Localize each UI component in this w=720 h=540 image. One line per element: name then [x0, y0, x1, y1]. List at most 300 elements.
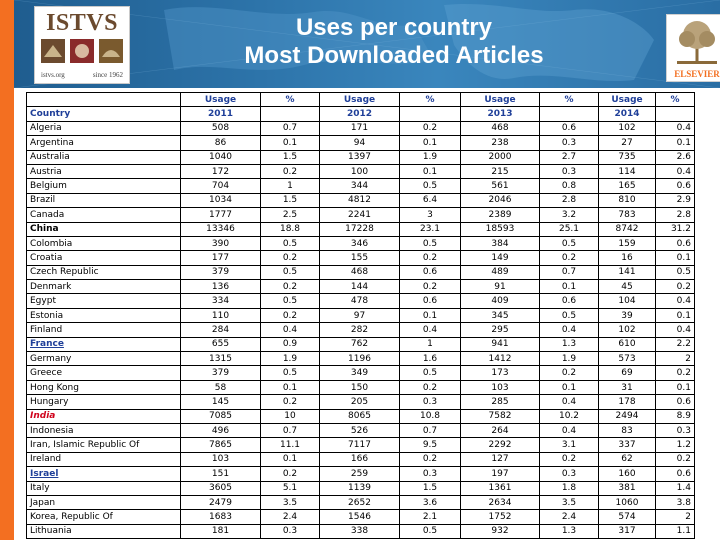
- cell-value: 2652: [320, 495, 400, 509]
- cell-country: [27, 236, 181, 250]
- cell-value: 0.5: [261, 366, 320, 380]
- cell-value: 39: [599, 308, 656, 322]
- cell-value: 334: [181, 294, 261, 308]
- year-row: [27, 107, 695, 121]
- tree-icon: [667, 17, 720, 67]
- cell-value: 0.1: [400, 136, 461, 150]
- cell-value: 1: [400, 337, 461, 351]
- country-name: Australia: [30, 152, 70, 163]
- cell-value: 478: [320, 294, 400, 308]
- cell-value: 8065: [320, 409, 400, 423]
- cell-country: [27, 308, 181, 322]
- cell-value: 18.8: [261, 222, 320, 236]
- cell-value: 317: [599, 524, 656, 538]
- cell-value: 1412: [461, 352, 540, 366]
- cell-value: 0.6: [400, 265, 461, 279]
- cell-value: 2.6: [656, 150, 695, 164]
- cell-value: 259: [320, 467, 400, 481]
- slide-header: [14, 0, 720, 88]
- cell-value: 346: [320, 236, 400, 250]
- cell-country: [27, 452, 181, 466]
- table-row: [27, 222, 695, 236]
- cell-country: [27, 294, 181, 308]
- cell-value: 0.1: [261, 452, 320, 466]
- table-row: [27, 265, 695, 279]
- cell-value: 0.5: [400, 524, 461, 538]
- cell-value: 69: [599, 366, 656, 380]
- cell-value: 6.4: [400, 193, 461, 207]
- cell-value: %: [656, 93, 695, 107]
- cell-value: 91: [461, 280, 540, 294]
- cell-value: 155: [320, 251, 400, 265]
- cell-value: 0.1: [656, 380, 695, 394]
- cell-value: 1683: [181, 510, 261, 524]
- cell-value: 1.8: [540, 481, 599, 495]
- cell-value: 197: [461, 467, 540, 481]
- cell-value: 0.2: [540, 251, 599, 265]
- cell-value: 379: [181, 366, 261, 380]
- cell-value: 1.4: [656, 481, 695, 495]
- cell-country: [27, 467, 181, 481]
- cell-country: [27, 93, 181, 107]
- cell-value: 2014: [599, 107, 656, 121]
- cell-value: 0.3: [400, 467, 461, 481]
- cell-value: 0.1: [656, 308, 695, 322]
- cell-value: 610: [599, 337, 656, 351]
- logo-title: ISTVS: [46, 10, 118, 36]
- cell-value: 3605: [181, 481, 261, 495]
- cell-value: 0.1: [540, 380, 599, 394]
- cell-value: 384: [461, 236, 540, 250]
- cell-value: 102: [599, 323, 656, 337]
- cell-value: 0.9: [261, 337, 320, 351]
- cell-value: 0.1: [540, 280, 599, 294]
- cell-value: 1: [261, 179, 320, 193]
- cell-value: 0.8: [540, 179, 599, 193]
- cell-value: 0.3: [656, 423, 695, 437]
- country-name: Lithuania: [30, 526, 72, 537]
- cell-value: 810: [599, 193, 656, 207]
- country-name: Croatia: [30, 252, 63, 263]
- cell-value: 5.1: [261, 481, 320, 495]
- cell-value: 0.2: [656, 280, 695, 294]
- cell-value: 285: [461, 395, 540, 409]
- cell-value: 0.2: [540, 452, 599, 466]
- cell-value: 468: [461, 121, 540, 135]
- cell-value: 0.4: [540, 423, 599, 437]
- title-line-1: Uses per country: [295, 14, 493, 41]
- cell-country: [27, 121, 181, 135]
- cell-country: [27, 193, 181, 207]
- cell-value: 45: [599, 280, 656, 294]
- cell-value: 2000: [461, 150, 540, 164]
- cell-country: [27, 280, 181, 294]
- cell-value: 349: [320, 366, 400, 380]
- cell-value: 0.6: [540, 121, 599, 135]
- country-name: China: [30, 224, 59, 235]
- cell-value: 0.4: [656, 164, 695, 178]
- cell-value: 114: [599, 164, 656, 178]
- cell-value: 379: [181, 265, 261, 279]
- country-name: Hungary: [30, 396, 69, 407]
- istvs-logo: [34, 6, 130, 84]
- cell-value: 0.2: [261, 467, 320, 481]
- cell-value: 144: [320, 280, 400, 294]
- country-name: Algeria: [30, 123, 62, 134]
- cell-value: 2012: [320, 107, 400, 121]
- cell-country: [27, 251, 181, 265]
- country-name: Italy: [30, 483, 50, 494]
- cell-value: 1040: [181, 150, 261, 164]
- table-row: [27, 467, 695, 481]
- table-row: [27, 236, 695, 250]
- table-row: [27, 164, 695, 178]
- cell-value: 0.6: [400, 294, 461, 308]
- cell-value: 0.3: [540, 136, 599, 150]
- cell-value: 103: [461, 380, 540, 394]
- table-row: [27, 208, 695, 222]
- cell-value: 0.5: [540, 308, 599, 322]
- table-row: [27, 380, 695, 394]
- table-row: [27, 366, 695, 380]
- table-row: [27, 481, 695, 495]
- cell-value: 160: [599, 467, 656, 481]
- publisher-name: ELSEVIER: [674, 69, 720, 79]
- country-name: Iran, Islamic Republic Of: [30, 440, 140, 451]
- cell-value: 655: [181, 337, 261, 351]
- cell-value: 103: [181, 452, 261, 466]
- cell-value: 238: [461, 136, 540, 150]
- cell-value: 1.9: [540, 352, 599, 366]
- usage-table: [26, 92, 695, 539]
- cell-value: 0.2: [656, 366, 695, 380]
- cell-value: 345: [461, 308, 540, 322]
- cell-value: 0.7: [261, 423, 320, 437]
- table-row: [27, 337, 695, 351]
- cell-country: [27, 438, 181, 452]
- table-row: [27, 409, 695, 423]
- cell-value: 0.3: [261, 524, 320, 538]
- cell-country: [27, 208, 181, 222]
- cell-value: 783: [599, 208, 656, 222]
- cell-value: 0.6: [656, 236, 695, 250]
- cell-value: 508: [181, 121, 261, 135]
- cell-value: 2.2: [656, 337, 695, 351]
- country-name: Austria: [30, 166, 62, 177]
- cell-value: 496: [181, 423, 261, 437]
- cell-value: 2.7: [540, 150, 599, 164]
- cell-value: 2.8: [540, 193, 599, 207]
- cell-value: 94: [320, 136, 400, 150]
- cell-value: 3.8: [656, 495, 695, 509]
- cell-country: [27, 265, 181, 279]
- table-row: [27, 136, 695, 150]
- cell-value: 0.3: [540, 467, 599, 481]
- country-name: Denmark: [30, 281, 72, 292]
- cell-value: 0.2: [261, 251, 320, 265]
- cell-country: [27, 495, 181, 509]
- cell-value: 1546: [320, 510, 400, 524]
- cell-value: Usage: [320, 93, 400, 107]
- cell-value: 2: [656, 510, 695, 524]
- country-name: Canada: [30, 209, 65, 220]
- cell-value: 381: [599, 481, 656, 495]
- cell-value: 25.1: [540, 222, 599, 236]
- cell-value: 468: [320, 265, 400, 279]
- cell-value: 177: [181, 251, 261, 265]
- cell-value: 10.8: [400, 409, 461, 423]
- cell-value: 149: [461, 251, 540, 265]
- cell-value: 215: [461, 164, 540, 178]
- cell-value: 0.2: [400, 280, 461, 294]
- elsevier-logo: [666, 14, 720, 82]
- cell-value: 110: [181, 308, 261, 322]
- cell-value: 0.2: [400, 380, 461, 394]
- cell-value: 171: [320, 121, 400, 135]
- cell-value: 1.5: [261, 150, 320, 164]
- table-row: [27, 280, 695, 294]
- cell-value: [656, 107, 695, 121]
- cell-value: 0.5: [400, 236, 461, 250]
- table-row: [27, 251, 695, 265]
- cell-value: 0.4: [400, 323, 461, 337]
- cell-value: 338: [320, 524, 400, 538]
- country-name: Korea, Republic Of: [30, 512, 113, 523]
- logo-emblem: [41, 39, 123, 63]
- cell-value: 344: [320, 179, 400, 193]
- country-name: Germany: [30, 353, 72, 364]
- country-name: Greece: [30, 368, 63, 379]
- cell-value: 2.9: [656, 193, 695, 207]
- cell-value: 127: [461, 452, 540, 466]
- cell-value: [400, 107, 461, 121]
- cell-value: 1.5: [400, 481, 461, 495]
- cell-value: 0.7: [261, 121, 320, 135]
- cell-value: 172: [181, 164, 261, 178]
- cell-value: 932: [461, 524, 540, 538]
- country-name: Indonesia: [30, 425, 74, 436]
- cell-value: 1.9: [261, 352, 320, 366]
- cell-country: [27, 481, 181, 495]
- table-row: [27, 308, 695, 322]
- cell-value: 0.2: [400, 452, 461, 466]
- cell-value: 0.6: [656, 467, 695, 481]
- cell-value: 141: [599, 265, 656, 279]
- cell-value: 2.5: [261, 208, 320, 222]
- cell-country: [27, 337, 181, 351]
- cell-value: 1139: [320, 481, 400, 495]
- cell-value: 0.1: [656, 251, 695, 265]
- title-line-2: Most Downloaded Articles: [244, 42, 544, 69]
- cell-value: 0.7: [400, 423, 461, 437]
- cell-value: Usage: [181, 93, 261, 107]
- cell-value: 489: [461, 265, 540, 279]
- cell-value: 264: [461, 423, 540, 437]
- cell-value: 145: [181, 395, 261, 409]
- header-row: [27, 93, 695, 107]
- cell-value: 0.2: [400, 251, 461, 265]
- cell-value: 9.5: [400, 438, 461, 452]
- cell-value: 102: [599, 121, 656, 135]
- cell-value: %: [540, 93, 599, 107]
- country-name: Ireland: [30, 454, 62, 465]
- cell-value: 11.1: [261, 438, 320, 452]
- cell-value: 31.2: [656, 222, 695, 236]
- cell-value: 3.5: [261, 495, 320, 509]
- cell-value: 2389: [461, 208, 540, 222]
- cell-value: 0.5: [540, 236, 599, 250]
- table-row: [27, 352, 695, 366]
- cell-value: 0.1: [400, 164, 461, 178]
- cell-value: 0.2: [261, 164, 320, 178]
- cell-value: 573: [599, 352, 656, 366]
- cell-value: 704: [181, 179, 261, 193]
- country-name: Belgium: [30, 181, 67, 192]
- cell-value: 166: [320, 452, 400, 466]
- cell-country: [27, 352, 181, 366]
- cell-value: 151: [181, 467, 261, 481]
- cell-country: [27, 179, 181, 193]
- cell-value: 4812: [320, 193, 400, 207]
- cell-value: 1361: [461, 481, 540, 495]
- cell-value: 173: [461, 366, 540, 380]
- cell-value: 3.1: [540, 438, 599, 452]
- cell-country: [27, 323, 181, 337]
- cell-country: [27, 366, 181, 380]
- cell-value: 1.1: [656, 524, 695, 538]
- table-row: [27, 452, 695, 466]
- cell-value: 0.5: [400, 366, 461, 380]
- cell-value: 3.6: [400, 495, 461, 509]
- table-row: [27, 423, 695, 437]
- cell-country: [27, 524, 181, 538]
- accent-bar: [0, 0, 14, 540]
- cell-value: 0.6: [540, 294, 599, 308]
- cell-value: 7865: [181, 438, 261, 452]
- country-name: Israel: [30, 468, 59, 479]
- cell-value: 2: [656, 352, 695, 366]
- cell-value: 282: [320, 323, 400, 337]
- cell-value: %: [261, 93, 320, 107]
- cell-value: 2.1: [400, 510, 461, 524]
- cell-value: 1034: [181, 193, 261, 207]
- cell-value: 1060: [599, 495, 656, 509]
- cell-value: 165: [599, 179, 656, 193]
- cell-value: 0.4: [656, 121, 695, 135]
- cell-value: 295: [461, 323, 540, 337]
- table-row: [27, 524, 695, 538]
- cell-value: 2292: [461, 438, 540, 452]
- table-row: [27, 294, 695, 308]
- cell-value: 0.1: [400, 308, 461, 322]
- cell-value: Usage: [461, 93, 540, 107]
- cell-value: 941: [461, 337, 540, 351]
- table-row: [27, 438, 695, 452]
- country-name: Japan: [30, 497, 56, 508]
- cell-value: 0.1: [261, 136, 320, 150]
- cell-value: 762: [320, 337, 400, 351]
- cell-value: 0.4: [540, 395, 599, 409]
- cell-value: 1.6: [400, 352, 461, 366]
- cell-value: 0.4: [261, 323, 320, 337]
- cell-value: 1196: [320, 352, 400, 366]
- cell-country: [27, 510, 181, 524]
- cell-value: 0.4: [656, 323, 695, 337]
- cell-value: 100: [320, 164, 400, 178]
- cell-value: 2.4: [540, 510, 599, 524]
- cell-value: 13346: [181, 222, 261, 236]
- cell-value: 10.2: [540, 409, 599, 423]
- cell-country: [27, 164, 181, 178]
- cell-value: 1752: [461, 510, 540, 524]
- table-row: [27, 395, 695, 409]
- cell-value: 1777: [181, 208, 261, 222]
- cell-value: 2494: [599, 409, 656, 423]
- cell-value: 17228: [320, 222, 400, 236]
- table-row: [27, 193, 695, 207]
- cell-country: [27, 423, 181, 437]
- cell-value: 27: [599, 136, 656, 150]
- cell-value: 526: [320, 423, 400, 437]
- cell-value: 2013: [461, 107, 540, 121]
- country-name: Colombia: [30, 238, 73, 249]
- country-name: France: [30, 339, 64, 350]
- cell-value: 104: [599, 294, 656, 308]
- cell-value: 0.2: [656, 452, 695, 466]
- cell-value: 1.2: [656, 438, 695, 452]
- cell-value: 86: [181, 136, 261, 150]
- cell-value: 0.4: [540, 323, 599, 337]
- cell-value: 3: [400, 208, 461, 222]
- cell-value: %: [400, 93, 461, 107]
- cell-value: 7085: [181, 409, 261, 423]
- cell-value: 178: [599, 395, 656, 409]
- country-name: India: [30, 411, 56, 422]
- logo-since: since 1962: [92, 71, 123, 79]
- cell-value: 1397: [320, 150, 400, 164]
- cell-value: 2479: [181, 495, 261, 509]
- cell-value: 181: [181, 524, 261, 538]
- cell-value: 1315: [181, 352, 261, 366]
- country-name: Estonia: [30, 310, 64, 321]
- country-name: Argentina: [30, 137, 74, 148]
- table-row: [27, 510, 695, 524]
- cell-value: 1.9: [400, 150, 461, 164]
- cell-value: 0.5: [261, 236, 320, 250]
- cell-country: [27, 409, 181, 423]
- cell-value: 0.5: [400, 179, 461, 193]
- cell-value: 0.1: [656, 136, 695, 150]
- cell-value: 0.6: [656, 395, 695, 409]
- cell-value: 159: [599, 236, 656, 250]
- cell-value: 2.8: [656, 208, 695, 222]
- cell-value: 2046: [461, 193, 540, 207]
- cell-value: 136: [181, 280, 261, 294]
- table-row: [27, 323, 695, 337]
- cell-value: 8742: [599, 222, 656, 236]
- cell-value: 1.5: [261, 193, 320, 207]
- logo-url: istvs.org: [41, 71, 65, 79]
- cell-value: 0.5: [261, 265, 320, 279]
- cell-value: 1.3: [540, 524, 599, 538]
- cell-value: 97: [320, 308, 400, 322]
- cell-value: 0.6: [656, 179, 695, 193]
- country-name: Hong Kong: [30, 382, 79, 393]
- cell-value: 390: [181, 236, 261, 250]
- table-row: [27, 121, 695, 135]
- cell-value: 337: [599, 438, 656, 452]
- cell-value: 8.9: [656, 409, 695, 423]
